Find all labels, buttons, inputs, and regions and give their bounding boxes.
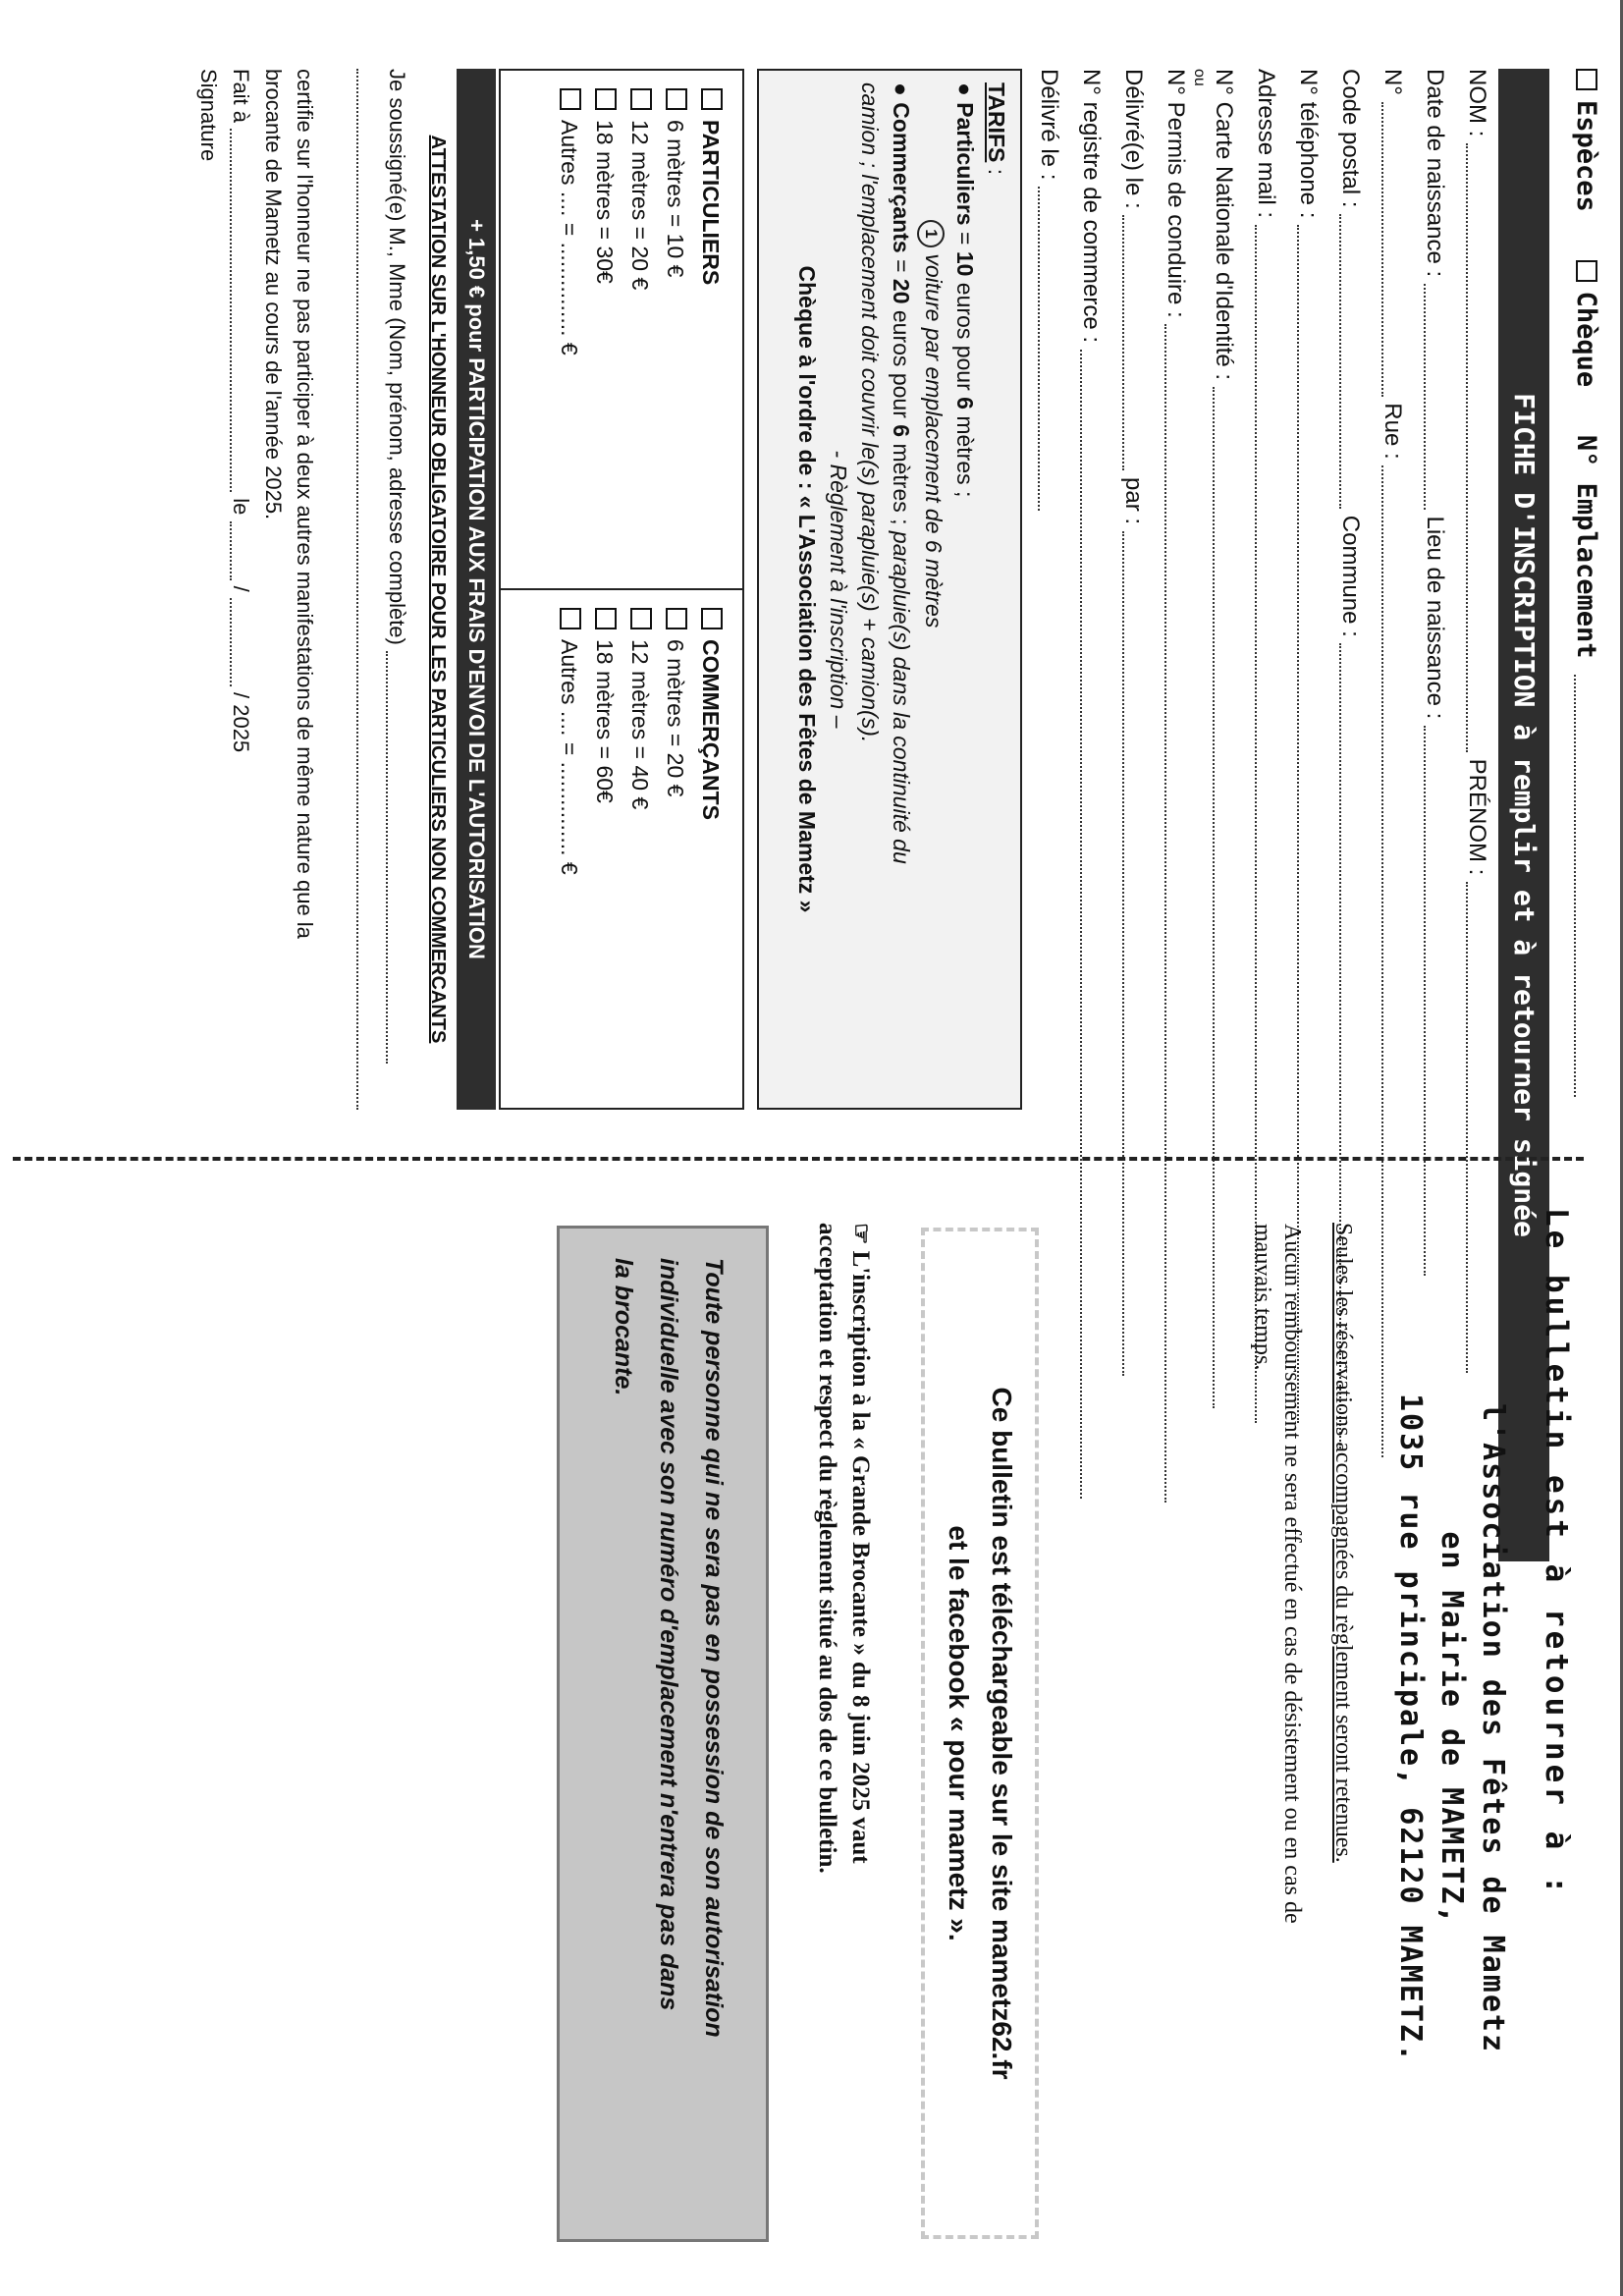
fait-row: Fait à le / / 2025 [229,69,253,753]
cheque-ordre: Chèque à l'ordre de : « L'Association des Fêtes de Mametz » [794,265,820,913]
certifie-text: certifie sur l'honneur ne pas participer à deux autres manifestations de même nature que la [293,69,317,939]
particuliers-autres-checkbox[interactable] [560,88,581,110]
download-box [921,1228,1039,2239]
attestation-title: ATTESTATION SUR L'HONNEUR OBLIGATOIRE POUR LES PARTICULIERS NON COMMERCANTS [427,135,449,1044]
particuliers-item: 12 mètres = 20 € [622,88,658,571]
tarifs-heading: TARIFS [984,82,1009,163]
cheque-checkbox[interactable] [1576,260,1597,282]
seules-text: Seules les réservations accompagnées du règlement seront retenues. [1330,1223,1356,1863]
commercants-item: 18 mètres = 60€ [587,608,622,1090]
delivre-label: Délivré(e) le : [1120,69,1147,209]
dashed-separator [13,1157,1584,1161]
delivre2-field[interactable] [1038,187,1059,511]
lieu-naissance-field[interactable] [1424,726,1445,1276]
particuliers-len: 6 [952,397,978,410]
particuliers-price: 10 [952,250,978,277]
mail-label: Adresse mail : [1253,69,1279,219]
lieu-naissance-label: Lieu de naissance : [1422,516,1448,720]
cni-field[interactable] [1213,387,1234,1408]
particuliers-6m-checkbox[interactable] [666,88,687,110]
code-postal-field[interactable] [1339,214,1361,509]
commercants-item: 12 mètres = 40 € [622,608,658,1090]
especes-label: Espèces [1571,100,1601,212]
address-line-1: l'Association des Fêtes de Mametz [1476,1402,1510,2054]
envoi-banner: + 1,50 € pour PARTICIPATION AUX FRAIS D'ENVOI DE L'AUTORISATION [457,69,496,1110]
tarif-particuliers: ● Particuliers = 10 euros pour 6 mètres ; [952,82,978,498]
payment-row [1571,69,1601,1097]
especes-checkbox[interactable] [1576,69,1597,90]
fait-field[interactable] [230,129,251,492]
par-label: par : [1120,477,1147,525]
nom-label: NOM : [1464,69,1490,137]
voiture-text: voiture par emplacement de 6 mètres [921,253,947,629]
row-cni [1210,69,1237,1408]
return-title: Le bulletin est à retourner à : [1539,1208,1574,1898]
le-label: le [229,498,253,516]
date-naissance-field[interactable] [1424,284,1445,510]
commercants-6m-checkbox[interactable] [666,608,687,629]
row-naissance [1421,69,1448,1276]
numero-field[interactable] [1381,102,1403,397]
commercants-12m-checkbox[interactable] [630,608,652,629]
row-registre [1077,69,1105,1499]
particuliers-header: PARTICULIERS [698,120,724,286]
numero-label: N° [1380,69,1406,95]
commune-label: Commune : [1337,515,1364,637]
commercants-cont: camion ; l'emplacement doit couvrir le(s) parapluie(s) + camion(s). [857,82,883,743]
particuliers-18m-checkbox[interactable] [595,88,617,110]
date-day-field[interactable] [230,521,251,580]
particuliers-item: 18 mètres = 30€ [587,88,622,571]
inscription-text [810,1223,877,2264]
year-label: / 2025 [229,692,253,753]
download-line-1: Ce bulletin est téléchargeable sur le site mametz62.fr [987,1387,1017,2080]
warning-line-3: la brocante. [610,1258,637,1396]
telephone-label: N° téléphone : [1295,69,1322,219]
particuliers-checkbox[interactable] [701,88,723,110]
row-delivre [1119,69,1147,1376]
commercants-item: 6 mètres = 20 € [658,608,693,1090]
inscription-line-2: acceptation et respect du règlement situé au dos de ce bulletin. [814,1223,840,1874]
commercants-checkbox[interactable] [701,608,723,629]
download-line-2: et le facebook « pour mametz ». [944,1525,974,1941]
commercants-autres-checkbox[interactable] [560,608,581,629]
commercants-header: COMMERÇANTS [698,639,724,820]
prenom-label: PRÉNOM : [1464,758,1490,876]
aucun-text: Aucun remboursement ne sera effectué en cas de désistement ou en cas de mauvais temps. [1250,1224,1305,1924]
signature-label: Signature [196,69,221,162]
date-naissance-label: Date de naissance : [1422,69,1448,278]
tarif-voiture [917,82,949,1096]
price-table [499,69,744,1110]
warning-line-2: individuelle avec son numéro d'emplacement n'entrera pas dans [655,1258,682,2011]
commercants-len: 6 [889,424,914,438]
emplacement-field[interactable] [1574,675,1596,1097]
row-delivre2 [1035,69,1062,511]
ou-label: ou [1191,69,1208,86]
form-title: FICHE D'INSCRIPTION à remplir et à retourner signée [1498,69,1549,1561]
commercants-text: euros pour [889,309,914,418]
commercants-unit: mètres ; [889,443,914,525]
row-permis [1162,69,1189,1503]
commercants-rest: parapluie(s) dans la continuité du [889,530,914,864]
permis-field[interactable] [1164,324,1186,1503]
particuliers-label: Particuliers [952,102,978,226]
particuliers-12m-checkbox[interactable] [630,88,652,110]
tarifs-box [757,69,1022,1110]
particuliers-item: Autres .... = ............... € [552,88,587,571]
address-line-3: 1035 rue principale, 62120 MAMETZ. [1393,1393,1428,2064]
pointer-icon: ☞ [847,1223,874,1245]
inscription-line-1: L'inscription à la « Grande Brocante » du 8 juin 2025 vaut [847,1250,874,1864]
attestation-line1-text: Je soussigné(e) M., Mme (Nom, prénom, adresse complète) [385,69,409,645]
warning-line-1: Toute personne qui ne sera pas en possession de son autorisation [700,1258,728,2038]
nom-field[interactable] [1466,143,1488,752]
particuliers-unit: mètres ; [952,415,978,498]
certifie-text-2: brocante de Mametz au cours de l'année 2025. [261,69,286,520]
rue-label: Rue : [1380,403,1406,460]
delivre2-label: Délivré le : [1036,69,1062,181]
attestation-line2[interactable] [356,69,358,1110]
tarif-commercants: ● Commerçants = 20 euros pour 6 mètres ; parapluie(s) dans la continuité du [889,82,914,864]
commercants-18m-checkbox[interactable] [595,608,617,629]
attestation-identity-field[interactable] [386,651,407,1064]
commercants-price: 20 [889,278,914,304]
row-nom [1463,69,1490,1373]
cheque-label: Chèque [1571,291,1601,388]
reglement: - Règlement à l'inscription – [826,450,851,729]
address-block [1389,1208,1513,2249]
address-line-2: en Mairie de MAMETZ, [1434,1531,1469,1926]
particuliers-text: euros pour [952,282,978,391]
delivre-field[interactable] [1122,215,1144,470]
date-month-field[interactable] [230,598,251,686]
code-postal-label: Code postal : [1337,69,1364,208]
attestation-line1 [384,69,409,1064]
permis-label: N° Permis de conduire : [1163,69,1189,318]
circle-one-icon: 1 [917,220,945,247]
registre-label: N° registre de commerce : [1078,69,1105,344]
commercants-column [501,590,742,1108]
warning-box [557,1226,769,2242]
cni-label: N° Carte Nationale d'Identité : [1211,69,1237,381]
registre-field[interactable] [1080,350,1102,1499]
commercants-label: Commerçants [889,102,914,253]
emplacement-label: N° Emplacement [1571,434,1601,659]
particuliers-column [501,71,742,590]
particuliers-header-row [693,88,729,571]
tarifs-heading-row: TARIFS : [984,82,1009,176]
commercants-item: Autres .... = ............... € [552,608,587,1090]
particuliers-item: 6 mètres = 10 € [658,88,693,571]
par-field[interactable] [1122,531,1144,1376]
commercants-header-row [693,608,729,1090]
fait-label: Fait à [229,69,253,124]
tarif-commercants-cont [854,82,886,1096]
